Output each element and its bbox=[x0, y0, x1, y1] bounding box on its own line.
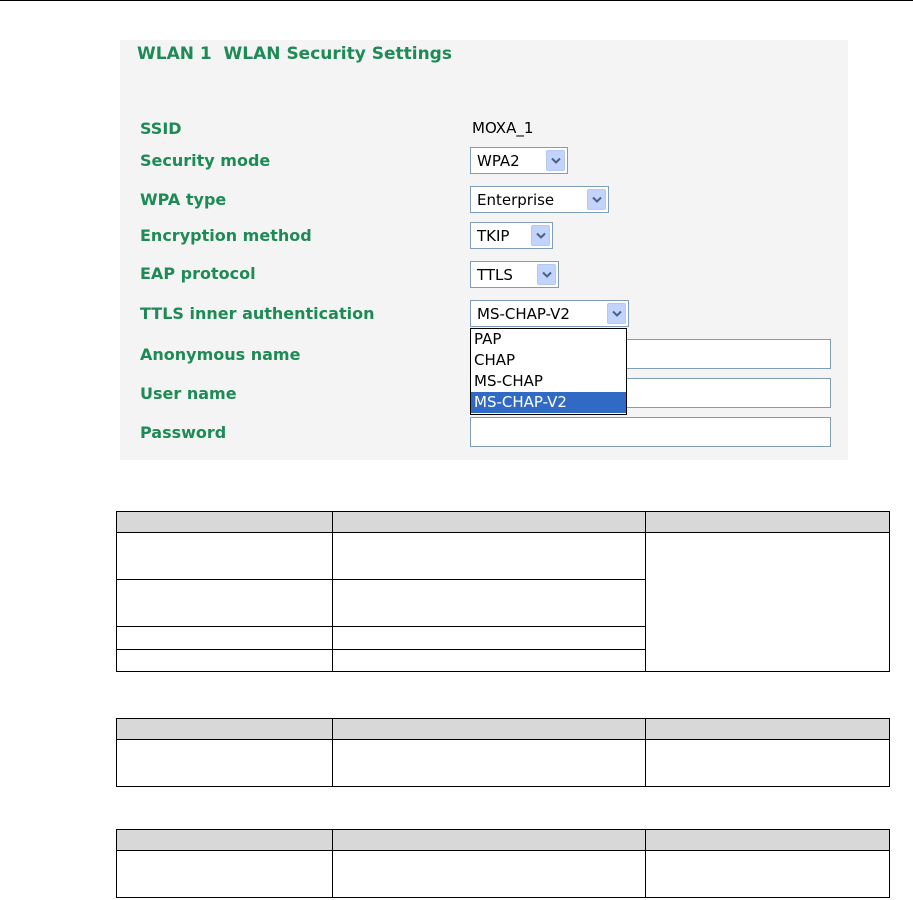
eap-protocol-selected: TTLS bbox=[477, 266, 513, 284]
table-cell bbox=[646, 851, 890, 898]
table-cell bbox=[333, 650, 646, 672]
table-header-cell bbox=[117, 512, 333, 533]
table-cell bbox=[117, 533, 333, 580]
table-cell bbox=[117, 627, 333, 650]
option-pap[interactable]: PAP bbox=[474, 330, 502, 348]
security-mode-selected: WPA2 bbox=[477, 152, 520, 170]
encryption-method-selected: TKIP bbox=[477, 227, 510, 245]
table-cell bbox=[117, 740, 333, 787]
table-header-row bbox=[117, 719, 890, 740]
settings-table-2 bbox=[116, 718, 890, 787]
table-cell bbox=[333, 580, 646, 627]
password-input[interactable] bbox=[470, 417, 831, 447]
table-cell bbox=[117, 851, 333, 898]
ttls-inner-auth-options bbox=[470, 328, 627, 415]
option-ms-chap[interactable]: MS-CHAP bbox=[474, 372, 543, 390]
wpa-type-selected: Enterprise bbox=[477, 191, 555, 209]
eap-protocol-label: EAP protocol bbox=[140, 264, 256, 283]
table-row bbox=[117, 740, 890, 787]
table-header-cell bbox=[117, 719, 333, 740]
panel-title: WLAN 1 WLAN Security Settings bbox=[137, 44, 452, 64]
wpa-type-select[interactable] bbox=[470, 186, 609, 213]
eap-protocol-select[interactable] bbox=[470, 261, 559, 288]
option-ms-chap-v2[interactable]: MS-CHAP-V2 bbox=[471, 392, 626, 413]
anonymous-name-label: Anonymous name bbox=[140, 345, 301, 364]
wpa-type-label: WPA type bbox=[140, 190, 227, 209]
ttls-inner-auth-label: TTLS inner authentication bbox=[140, 304, 375, 323]
table-cell bbox=[333, 627, 646, 650]
encryption-method-select[interactable] bbox=[470, 222, 553, 249]
ssid-value: MOXA_1 bbox=[472, 119, 534, 137]
table-header-cell bbox=[333, 512, 646, 533]
ttls-inner-auth-select[interactable] bbox=[470, 300, 629, 327]
table-header-cell bbox=[333, 719, 646, 740]
page-top-rule bbox=[0, 0, 913, 1]
table-header-row bbox=[117, 830, 890, 851]
chevron-down-icon[interactable] bbox=[537, 264, 556, 285]
table-cell bbox=[333, 740, 646, 787]
chevron-down-icon[interactable] bbox=[531, 225, 550, 246]
table-cell bbox=[333, 851, 646, 898]
ttls-inner-auth-selected: MS-CHAP-V2 bbox=[477, 305, 570, 323]
table-cell bbox=[117, 580, 333, 627]
settings-table-1 bbox=[116, 511, 890, 672]
chevron-down-icon[interactable] bbox=[587, 189, 606, 210]
user-name-label: User name bbox=[140, 384, 237, 403]
table-header-cell bbox=[646, 512, 890, 533]
table-header-cell bbox=[646, 830, 890, 851]
table-header-cell bbox=[646, 719, 890, 740]
table-cell bbox=[333, 533, 646, 580]
chevron-down-icon[interactable] bbox=[607, 303, 626, 324]
table-cell bbox=[117, 650, 333, 672]
table-row bbox=[117, 533, 890, 580]
encryption-method-label: Encryption method bbox=[140, 226, 312, 245]
table-header-cell bbox=[333, 830, 646, 851]
table-header-row bbox=[117, 512, 890, 533]
chevron-down-icon[interactable] bbox=[546, 150, 565, 171]
table-header-cell bbox=[117, 830, 333, 851]
password-label: Password bbox=[140, 423, 227, 442]
security-mode-label: Security mode bbox=[140, 151, 271, 170]
settings-table-3 bbox=[116, 829, 890, 898]
table-cell bbox=[646, 740, 890, 787]
ssid-label: SSID bbox=[140, 119, 182, 138]
security-mode-select[interactable] bbox=[470, 147, 568, 174]
table-cell bbox=[646, 533, 890, 672]
option-chap[interactable]: CHAP bbox=[474, 351, 516, 369]
table-row bbox=[117, 851, 890, 898]
